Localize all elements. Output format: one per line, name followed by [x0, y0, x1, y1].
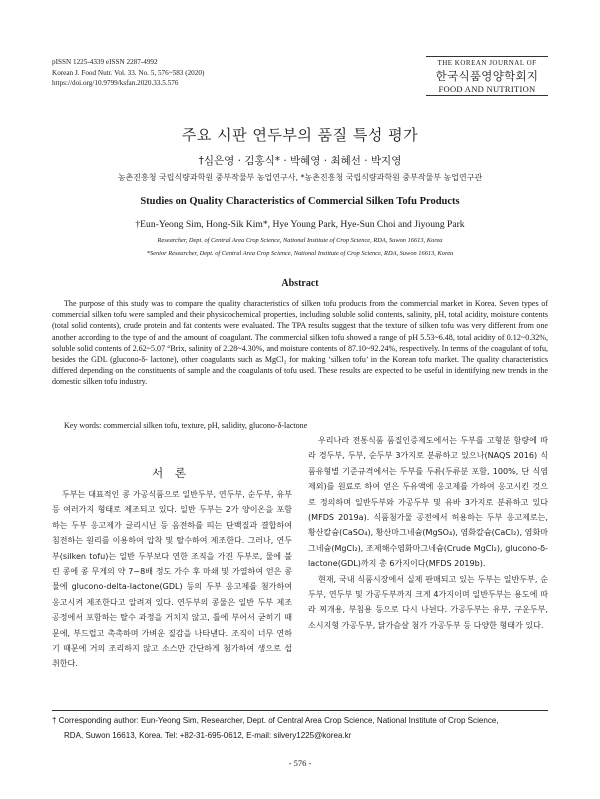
- footnote-line-2: RDA, Suwon 16613, Korea. Tel: +82-31-695-0612, E-mail: silvery1225@korea.kr: [64, 731, 352, 740]
- article-meta: [52, 57, 204, 89]
- abstract-heading: Abstract: [281, 278, 319, 289]
- journal-name-korean: 한국식품영양학회지: [435, 69, 539, 83]
- left-column: [52, 487, 292, 672]
- masthead-top-rule: [426, 56, 548, 57]
- footnote-divider: [52, 710, 548, 711]
- english-authors: †Eun-Yeong Sim, Hong-Sik Kim*, Hye Young Park, Hye-Sun Choi and Jiyoung Park: [135, 219, 465, 230]
- intro-paragraph-1: 두부는 대표적인 콩 가공식품으로 일반두부, 연두부, 순두부, 유부 등 여러가지 형태로 제조되고 있다. 일반 두부는 2가 양이온을 포함하는 두부 응고제가 글리시닌 등 음전하를 띄는 단백질과 결합하여 침전하는 원리를 이용하여 압착 및 탈수하여 제조한다. 그러나, 연두부(silken tofu)는 일반 두부보다 연한 조직을 가진 두부로, 물에 불린 콩에 콩 무게의 약 7~8배 정도 가수 후 마쇄 및 가열하여 얻은 콩물에 glucono-delta-lactone(GDL) 등의 두부 응고제를 첨가하여 응고시켜 제조한다고 알려져 있다. 연두부의 콩물은 일반 두부 제조공정에서 포함하는 탈수 과정을 거치지 않고, 틀에 부어서 굳히기 때문에, 부드럽고 촉촉하며 가벼운 질감을 나타낸다. 조직이 너무 연하기 때문에 거의 조리하지 않고 소스만 간단하게 첨가하여 생으로 섭취한다.: [52, 490, 292, 669]
- masthead-bottom-rule: [426, 95, 548, 96]
- korean-title: 주요 시판 연두부의 품질 특성 평가: [181, 126, 419, 144]
- korean-affiliation: 농촌진흥청 국립식량과학원 중부작물부 농업연구사, *농촌진흥청 국립식량과학원 중부작물부 농업연구관: [117, 173, 483, 182]
- english-title: Studies on Quality Characteristics of Commercial Silken Tofu Products: [140, 196, 460, 207]
- right-column: [308, 433, 548, 633]
- footnote-line-1: † Corresponding author: Eun-Yeong Sim, Researcher, Dept. of Central Area Crop Science, National Institute of Crop Science,: [52, 716, 499, 725]
- page-number: - 576 -: [288, 758, 312, 768]
- introduction-heading: 서 론: [152, 466, 190, 480]
- english-affiliation-1: Researcher, Dept. of Central Area Crop Science, National Institute of Crop Science, RDA, Suwon 16613, Korea: [157, 237, 443, 244]
- intro-paragraph-3: 현재, 국내 식품시장에서 실제 판매되고 있는 두부는 일반두부, 순두부, 연두부 및 가공두부까지 크게 4가지이며 일반두부는 용도에 따라 찌개용, 부침용 등으로 다시 나뉜다. 가공두부는 유부, 구운두부, 소시지형 가공두부, 닭가슴살 첨가 가공두부 등 다양한 형태가 있다.: [308, 574, 548, 630]
- korean-authors: †심은영 · 김홍식* · 박혜영 · 최혜선 · 박지영: [198, 155, 402, 167]
- doi-link[interactable]: https://doi.org/10.9799/ksfan.2020.33.5.576: [52, 79, 179, 87]
- citation-line: Korean J. Food Nutr. Vol. 33. No. 5, 576~583 (2020): [52, 68, 205, 77]
- journal-masthead: [426, 56, 548, 96]
- intro-paragraph-2: 우리나라 전통식품 품질인증제도에서는 두부를 고형분 함량에 따라 경두부, 두부, 순두부 3가지로 분류하고 있으나(NAQS 2016) 식품유형별 기준규격에서는 두부를 두류(두류분 포함, 100%, 단 식염제외)를 원료로 하여 얻은 두유액에 응고제를 가하여 응고시킨 것으로 정의하며 일반두부와 가공두부 및 유바 3가지로 분류하고 있다(MFDS 2019a). 식품첨가물 공전에서 허용하는 두부 응고제로는, 황산칼슘(CaSO₄), 황산마그네슘(MgSO₄), 염화칼슘(CaCl₂), 염화마그네슘(MgCl₂), 조제해수염화마그네슘(Crude MgCl₂), glucono-δ-lactone(GDL)까지 총 6가지이다(MFDS 2019b).: [308, 436, 548, 569]
- journal-name-line1: THE KOREAN JOURNAL OF: [437, 59, 537, 67]
- corresponding-author-footnote: [52, 713, 548, 743]
- journal-name-line3: FOOD AND NUTRITION: [438, 84, 536, 94]
- english-affiliation-2: *Senior Researcher, Dept. of Central Area Crop Science, National Institute of Crop Science, RDA, Suwon 16613, Korea: [146, 250, 454, 257]
- issn-line: pISSN 1225-4339 eISSN 2287-4992: [52, 58, 158, 66]
- abstract-text: The purpose of this study was to compare the quality characteristics of silken tofu products from the commercial market in Korea. Seven types of commercial silken tofu were sampled and their physicochemical properties, including soluble solid contents, salinity, pH, total acidity, moisture contents (total solid contents), crude protein and fat contents were evaluated. The TPA results suggest that the texture of silken tofu was very different from one another according to the type of and the amount of coagulant. The commercial silken tofu showed a range of pH 5.53~6.48, total acidity of 0.12~0.32%, soluble solid contents of 2.62~5.07 °Brix, salinity of 2.28~4.30%, and moisture contents of 87.10~92.24%, respectively. In terms of the coagulant of tofu, besides the GDL (glucono-δ- lactone), other coagulants such as MgCl₂ for making ‘silken tofu’ in the Korean tofu market. The quality characteristics differed depending on the constituents of sample and the coagulants of tofu used. These results are expected to be useful in identifying new trends in the domestic silken tofu industry.: [52, 299, 548, 387]
- keywords: Key words: commercial silken tofu, texture, pH, salidity, glucono-δ-lactone: [64, 421, 308, 430]
